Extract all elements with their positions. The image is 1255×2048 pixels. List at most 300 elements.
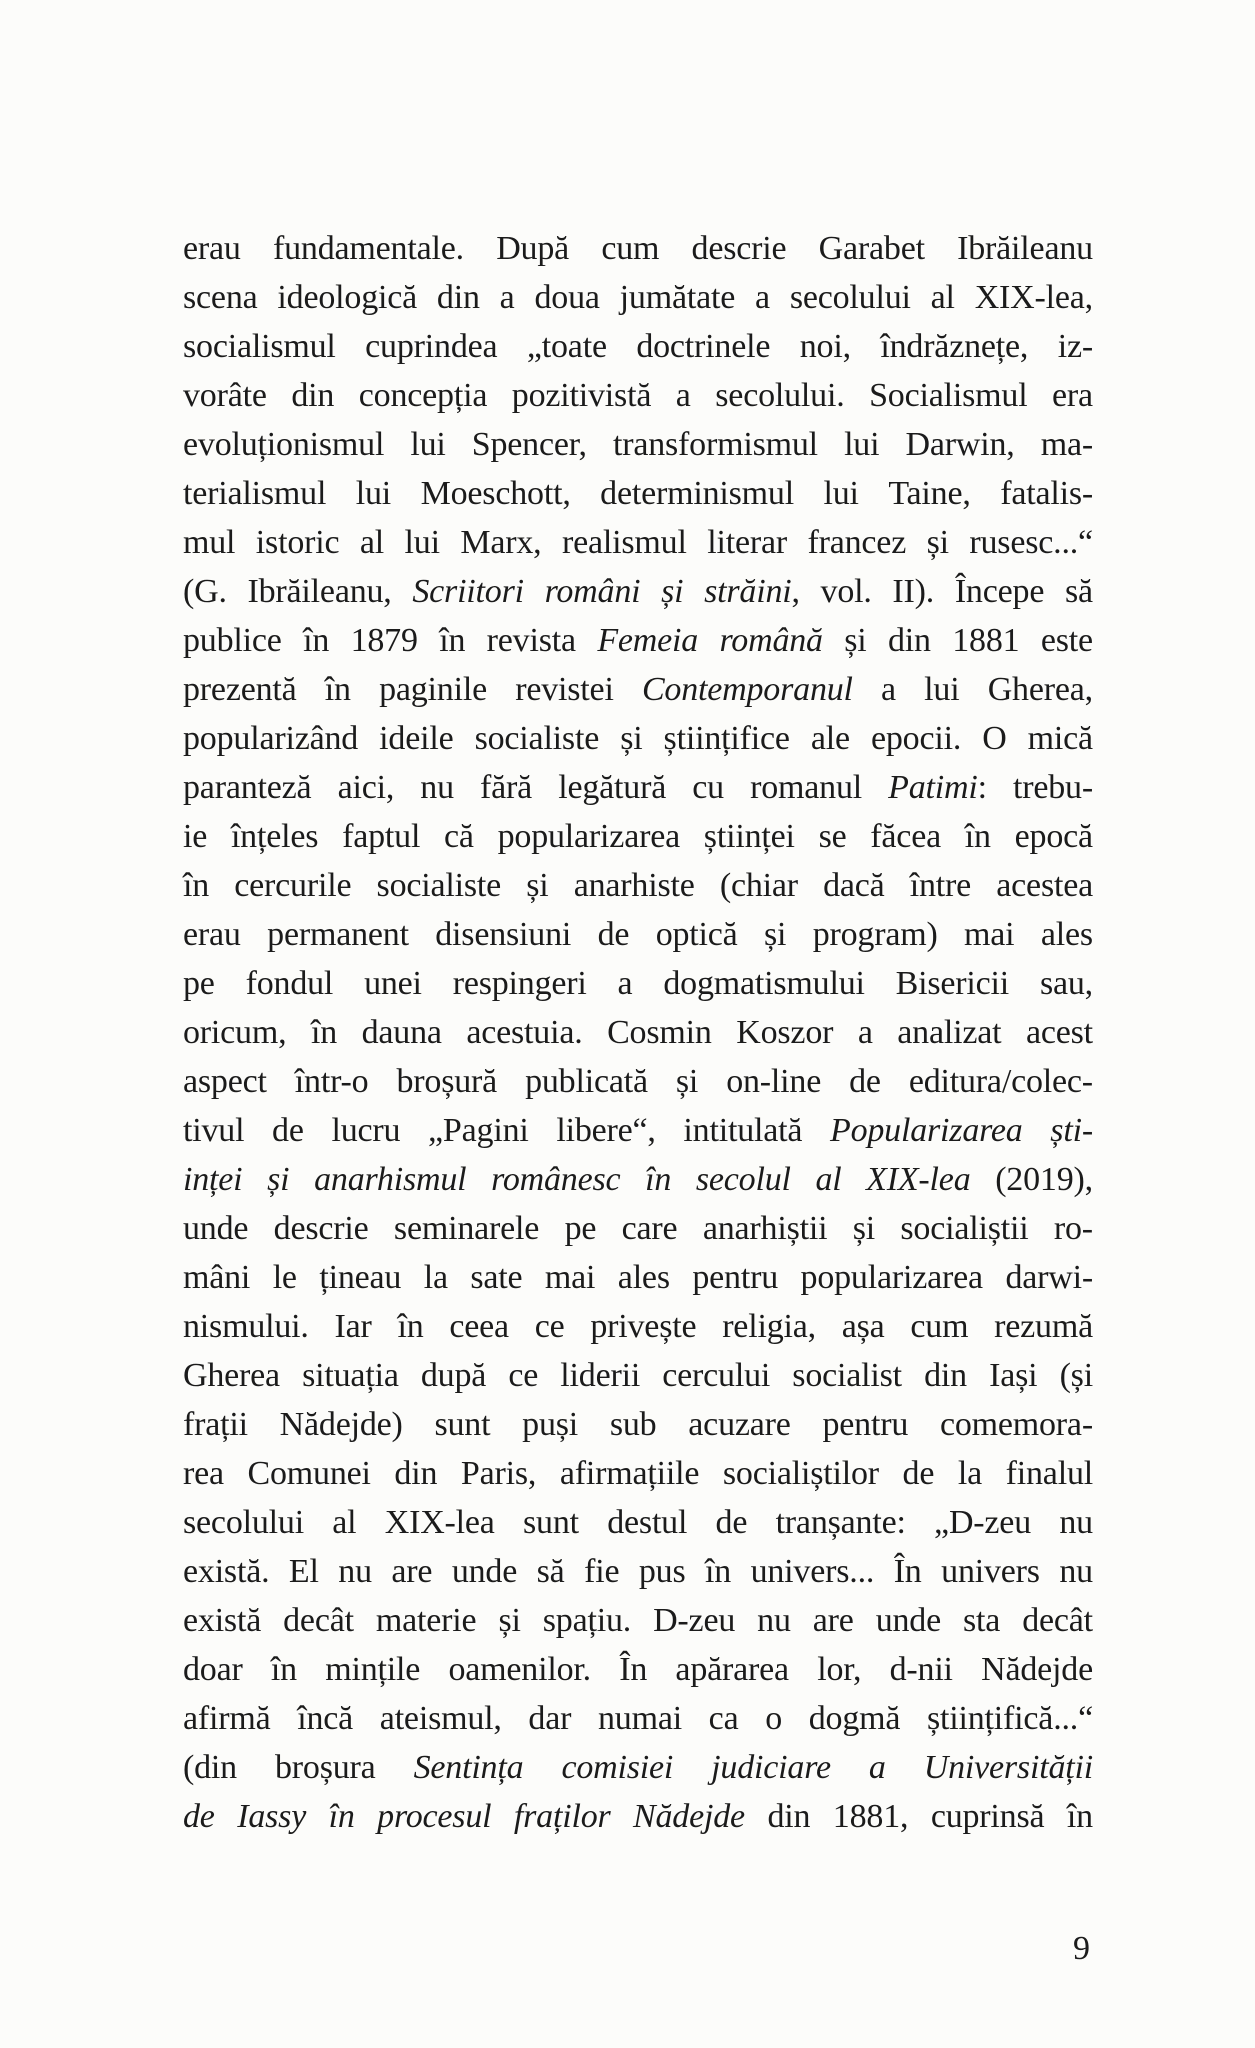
word: să — [1064, 573, 1093, 610]
word: mâni — [183, 1259, 251, 1296]
word: mințile — [325, 1651, 421, 1688]
word: fără — [480, 769, 533, 806]
word: unei — [364, 965, 422, 1002]
word: program) — [812, 916, 938, 953]
text-line — [183, 1792, 1093, 1841]
word: științifică...“ — [926, 1700, 1093, 1737]
word: secolul — [695, 1161, 791, 1198]
word: se — [818, 818, 847, 855]
word: ateismul, — [379, 1700, 502, 1737]
word: libere“, — [556, 1112, 656, 1149]
word: anarhiste — [573, 867, 695, 904]
word: Universității — [923, 1749, 1093, 1786]
word: făcea — [870, 818, 941, 855]
text-line — [183, 616, 1093, 665]
text-line — [183, 1449, 1093, 1498]
word: în — [397, 1308, 424, 1345]
word: al — [930, 279, 955, 316]
word: al — [359, 524, 385, 561]
word: Moeschott, — [420, 475, 571, 512]
word: și — [498, 1602, 521, 1639]
word: 1879 — [350, 622, 418, 659]
word: pe — [564, 1210, 597, 1247]
word: fundamentale. — [272, 230, 464, 267]
word: vorâte — [183, 377, 267, 414]
word: francez — [807, 524, 907, 561]
word: (chiar — [719, 867, 798, 904]
word: Cosmin — [607, 1014, 712, 1051]
word: determinismul — [600, 475, 794, 512]
word: Comunei — [247, 1455, 371, 1492]
word: lui — [410, 426, 446, 463]
word: sta — [963, 1602, 1001, 1639]
word: după — [420, 1357, 487, 1394]
word: literar — [707, 524, 787, 561]
word: de — [272, 1112, 304, 1149]
text-line — [183, 1204, 1093, 1253]
word: și — [844, 622, 867, 659]
word: XIX-lea, — [974, 279, 1093, 316]
word: științifice — [663, 720, 790, 757]
text-line — [183, 1253, 1093, 1302]
word: acuzare — [688, 1406, 791, 1443]
word: nu — [1059, 1553, 1093, 1590]
word: numai — [597, 1700, 682, 1737]
word: lui — [404, 524, 440, 561]
word: ie — [183, 818, 208, 855]
word: „Pagini — [428, 1112, 529, 1149]
word: „toate — [526, 328, 607, 365]
word: procesul — [377, 1798, 492, 1835]
word: Începe — [954, 573, 1045, 610]
word: cum — [910, 1308, 969, 1345]
word: era — [1052, 377, 1093, 414]
word: doctrinele — [636, 328, 771, 365]
word: dacă — [823, 867, 885, 904]
text-line — [183, 1596, 1093, 1645]
text-line — [183, 1743, 1093, 1792]
word: on-line — [726, 1063, 822, 1100]
word: lui — [924, 671, 960, 708]
word: lui — [844, 426, 880, 463]
word: cercului — [662, 1357, 771, 1394]
word: sunt — [434, 1406, 491, 1443]
word: frații — [183, 1406, 248, 1443]
word: pe — [183, 965, 215, 1002]
word: jumătate — [619, 279, 736, 316]
word: Spencer, — [471, 426, 587, 463]
text-line — [183, 910, 1093, 959]
text-line — [183, 273, 1093, 322]
word: anarhismul — [314, 1161, 467, 1198]
word: și — [926, 524, 949, 561]
word: darwi- — [1005, 1259, 1093, 1296]
word: El — [288, 1553, 319, 1590]
word: decât — [283, 1602, 354, 1639]
word: broșură — [396, 1063, 498, 1100]
word: țineau — [319, 1259, 402, 1296]
text-line — [183, 1351, 1093, 1400]
word: socialiștii — [900, 1210, 1029, 1247]
word: cuprinsă — [930, 1798, 1045, 1835]
word: la — [423, 1259, 448, 1296]
word: disensiuni — [435, 916, 572, 953]
word: în — [303, 622, 330, 659]
word: erau — [183, 916, 241, 953]
text-line — [183, 714, 1093, 763]
word: faptul — [342, 818, 421, 855]
word: lucru — [331, 1112, 401, 1149]
word: români — [544, 573, 641, 610]
word: comisiei — [561, 1749, 674, 1786]
word: (din — [183, 1749, 237, 1786]
word: transformismul — [612, 426, 818, 463]
word: sub — [609, 1406, 657, 1443]
word: Paris, — [460, 1455, 537, 1492]
word: evoluționismul — [183, 426, 385, 463]
word: Femeia — [597, 622, 699, 659]
word: acest — [1025, 1014, 1093, 1051]
word: în — [439, 622, 466, 659]
word: publicată — [525, 1063, 648, 1100]
word: ceea — [449, 1308, 509, 1345]
word: le — [272, 1259, 297, 1296]
word: fondul — [245, 965, 334, 1002]
word: lor, — [817, 1651, 862, 1688]
word: a — [857, 1014, 873, 1051]
word: noi, — [799, 328, 851, 365]
word: din — [291, 377, 335, 414]
word: univers... — [750, 1553, 875, 1590]
word: realismul — [561, 524, 687, 561]
word: Marx, — [460, 524, 542, 561]
word: apărarea — [675, 1651, 789, 1688]
word: dauna — [361, 1014, 442, 1051]
word: descrie — [273, 1210, 369, 1247]
text-line — [183, 469, 1093, 518]
word: oricum, — [183, 1014, 287, 1051]
word: popularizarea — [800, 1259, 983, 1296]
word: mai — [544, 1259, 596, 1296]
word: descrie — [691, 230, 787, 267]
word: ideile — [379, 720, 454, 757]
word: popularizarea — [497, 818, 680, 855]
word: oamenilor. — [448, 1651, 591, 1688]
word: pus — [638, 1553, 686, 1590]
word: vol. — [820, 573, 872, 610]
word: situația — [302, 1357, 399, 1394]
word: de — [849, 1063, 881, 1100]
word: O — [982, 720, 1007, 757]
word: socialiste — [376, 867, 502, 904]
word: Nădejde — [633, 1798, 745, 1835]
word: iz- — [1057, 328, 1093, 365]
word: socialismul — [183, 328, 336, 365]
word: puși — [522, 1406, 579, 1443]
page-number: 9 — [1073, 1930, 1090, 1967]
word: popularizând — [183, 720, 359, 757]
word: rezumă — [994, 1308, 1093, 1345]
word: 1881, — [832, 1798, 909, 1835]
word: care — [621, 1210, 678, 1247]
word: nismului. — [183, 1308, 309, 1345]
word: acestuia. — [466, 1014, 583, 1051]
word: fie — [584, 1553, 620, 1590]
word: și — [661, 573, 684, 610]
word: în — [310, 1014, 338, 1051]
word: Ibrăileanu — [957, 230, 1093, 267]
word: la — [957, 1455, 983, 1492]
text-line — [183, 1400, 1093, 1449]
word: străini, — [704, 573, 800, 610]
word: XIX-lea — [384, 1504, 495, 1541]
word: legătură — [558, 769, 667, 806]
text-line — [183, 861, 1093, 910]
word: trebu- — [1013, 769, 1093, 806]
word: (și — [1059, 1357, 1093, 1394]
word: comemora- — [939, 1406, 1093, 1443]
word: judiciare — [711, 1749, 831, 1786]
word: sunt — [523, 1504, 579, 1541]
word: din — [767, 1798, 811, 1835]
word: în — [1066, 1798, 1093, 1835]
word: editura/colec- — [908, 1063, 1093, 1100]
word: Nădejde — [981, 1651, 1093, 1688]
word: cum — [601, 230, 660, 267]
word: optică — [655, 916, 738, 953]
word: are — [391, 1553, 433, 1590]
word: ma- — [1040, 426, 1093, 463]
word: lui — [355, 475, 392, 512]
word: din — [436, 279, 480, 316]
word: afirmă — [183, 1700, 271, 1737]
word: ale — [810, 720, 850, 757]
word: D-zeu — [653, 1602, 736, 1639]
word: mai — [964, 916, 1015, 953]
word: privește — [590, 1308, 697, 1345]
word: de — [183, 1798, 215, 1835]
word: pentru — [822, 1406, 909, 1443]
word: tranșante: — [775, 1504, 906, 1541]
text-line — [183, 322, 1093, 371]
text-line — [183, 1498, 1093, 1547]
word: ales — [617, 1259, 670, 1296]
text-block — [183, 224, 1093, 1841]
word: Scriitori — [412, 573, 524, 610]
word: încă — [297, 1700, 354, 1737]
word: a — [881, 671, 896, 708]
word: în — [183, 867, 210, 904]
word: unde — [183, 1210, 249, 1247]
word: nu — [420, 769, 454, 806]
word: a — [499, 279, 515, 316]
word: decât — [1022, 1602, 1093, 1639]
word: fraților — [513, 1798, 611, 1835]
word: unde — [451, 1553, 518, 1590]
word: a — [755, 279, 770, 316]
word: din — [394, 1455, 438, 1492]
word: afirmațiile — [559, 1455, 700, 1492]
word: erau — [183, 230, 241, 267]
text-line — [183, 518, 1093, 567]
word: scena — [183, 279, 258, 316]
text-line — [183, 665, 1093, 714]
word: istoric — [255, 524, 340, 561]
word: în — [328, 1798, 355, 1835]
word: din — [887, 622, 931, 659]
word: doar — [183, 1651, 243, 1688]
word: dogmă — [808, 1700, 901, 1737]
text-line — [183, 1645, 1093, 1694]
word: sate — [470, 1259, 523, 1296]
word: fatalis- — [1000, 475, 1093, 512]
word: Sentința — [413, 1749, 524, 1786]
word: o — [765, 1700, 782, 1737]
word: nu — [338, 1553, 372, 1590]
word: liderii — [560, 1357, 641, 1394]
word: paginile — [379, 671, 487, 708]
word: cu — [692, 769, 724, 806]
word: Iassy — [237, 1798, 307, 1835]
word: spațiu. — [542, 1602, 632, 1639]
word: destul — [607, 1504, 688, 1541]
word: intitulată — [683, 1112, 803, 1149]
word: și — [852, 1210, 875, 1247]
word: în — [964, 818, 991, 855]
text-line — [183, 763, 1093, 812]
word: II). — [892, 573, 935, 610]
word: și — [526, 867, 549, 904]
word: Garabet — [818, 230, 925, 267]
word: concepția — [358, 377, 488, 414]
word: În — [893, 1553, 922, 1590]
word: ști- — [1050, 1112, 1093, 1149]
word: ales — [1040, 916, 1093, 953]
word: în — [270, 1651, 297, 1688]
word: respingeri — [452, 965, 587, 1002]
word: și — [620, 720, 643, 757]
word: prezentă — [183, 671, 297, 708]
word: 1881 — [952, 622, 1020, 659]
text-line — [183, 1155, 1093, 1204]
word: doua — [534, 279, 600, 316]
word: inței — [183, 1161, 243, 1198]
word: ce — [508, 1357, 539, 1394]
word: rusesc...“ — [969, 524, 1093, 561]
word: anarhiștii — [702, 1210, 828, 1247]
word: secolului — [789, 279, 911, 316]
word: Socialismul — [869, 377, 1028, 414]
word: secolului — [183, 1504, 304, 1541]
word: epocă — [1014, 818, 1093, 855]
word: în — [324, 671, 351, 708]
word: secolului. — [715, 377, 845, 414]
word: broșura — [274, 1749, 376, 1786]
word: ca — [708, 1700, 739, 1737]
word: îndrăznețe, — [880, 328, 1029, 365]
word: are — [812, 1602, 854, 1639]
word: Darwin, — [905, 426, 1015, 463]
word: În — [619, 1651, 648, 1688]
word: Koszor — [736, 1014, 834, 1051]
word: socialiștilor — [722, 1455, 879, 1492]
word: revistei — [515, 671, 614, 708]
word: XIX-lea — [866, 1161, 971, 1198]
word: a — [675, 377, 691, 414]
word: seminarele — [393, 1210, 540, 1247]
word: (G. — [183, 573, 227, 610]
word: Iași — [989, 1357, 1038, 1394]
word: rea — [183, 1455, 224, 1492]
word: pozitivistă — [511, 377, 652, 414]
word: Nădejde) — [279, 1406, 403, 1443]
word: Patimi: — [888, 769, 987, 806]
word: tivul — [183, 1112, 245, 1149]
word: într-o — [294, 1063, 369, 1100]
word: materie — [375, 1602, 477, 1639]
word: Contemporanul — [641, 671, 853, 708]
text-line — [183, 1547, 1093, 1596]
word: terialismul — [183, 475, 327, 512]
word: aici, — [337, 769, 395, 806]
word: ce — [534, 1308, 565, 1345]
word: Gherea, — [987, 671, 1093, 708]
word: a — [617, 965, 633, 1002]
word: mică — [1027, 720, 1093, 757]
word: să — [536, 1553, 565, 1590]
word: d-nii — [889, 1651, 953, 1688]
word: paranteză — [183, 769, 312, 806]
word: înțeles — [230, 818, 319, 855]
word: există — [183, 1602, 262, 1639]
word: de — [902, 1455, 935, 1492]
text-line — [183, 567, 1093, 616]
word: unde — [875, 1602, 941, 1639]
word: publice — [183, 622, 282, 659]
word: al — [332, 1504, 357, 1541]
word: mul — [183, 524, 236, 561]
word: și — [764, 916, 787, 953]
word: este — [1040, 622, 1093, 659]
word: Ibrăileanu, — [247, 573, 392, 610]
word: între — [909, 867, 972, 904]
word: permanent — [267, 916, 409, 953]
word: lui — [823, 475, 859, 512]
word: Popularizarea — [830, 1112, 1023, 1149]
text-line — [183, 812, 1093, 861]
text-line — [183, 1057, 1093, 1106]
word: finalul — [1005, 1455, 1093, 1492]
text-line — [183, 371, 1093, 420]
word: aspect — [183, 1063, 267, 1100]
word: epocii. — [870, 720, 962, 757]
word: există. — [183, 1553, 270, 1590]
word: socialist — [792, 1357, 902, 1394]
word: așa — [841, 1308, 885, 1345]
word: nu — [1059, 1504, 1093, 1541]
word: romanul — [750, 769, 862, 806]
word: ideologică — [277, 279, 418, 316]
word: Gherea — [183, 1357, 280, 1394]
word: din — [924, 1357, 967, 1394]
word: că — [444, 818, 474, 855]
word: cuprindea — [365, 328, 498, 365]
word: revista — [486, 622, 576, 659]
word: dogmatismului — [663, 965, 865, 1002]
word: ro- — [1053, 1210, 1093, 1247]
text-line — [183, 420, 1093, 469]
word: a — [868, 1749, 886, 1786]
